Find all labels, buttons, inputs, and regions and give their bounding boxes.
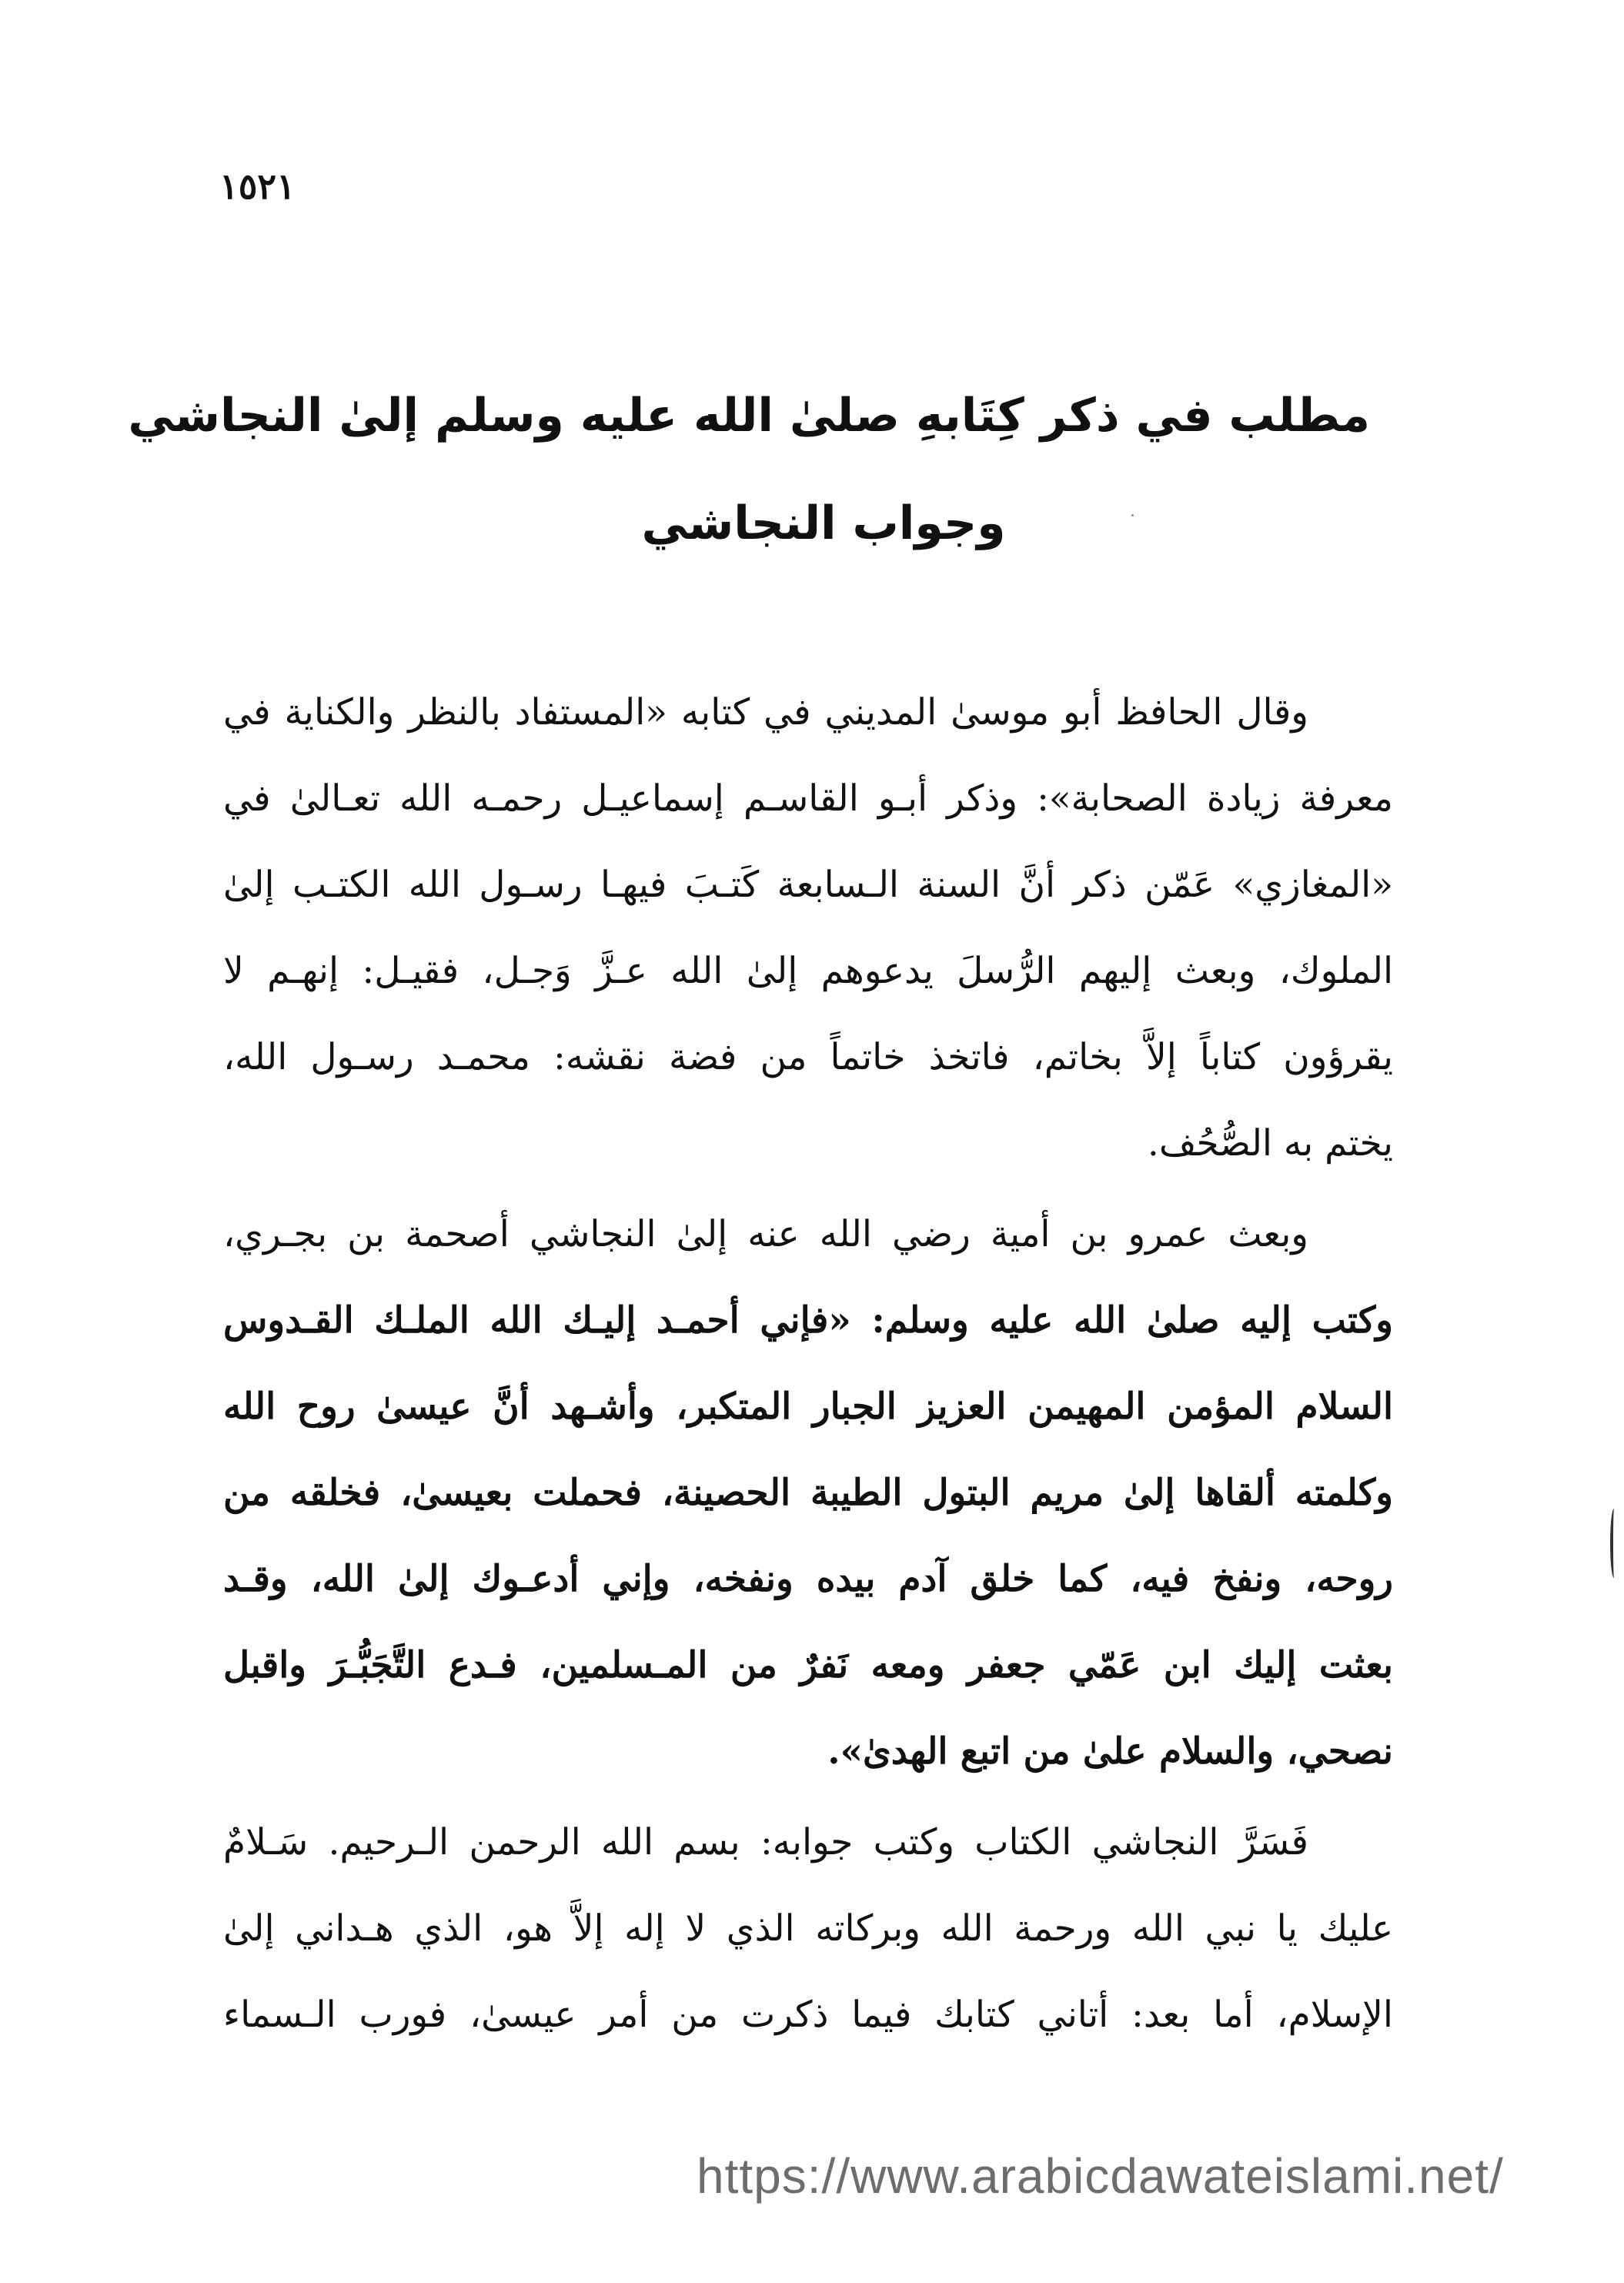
text-line: معرفة زيادة الصحابة»: وذكر أبـو القاسـم إسماعيـل رحمـه الله تعـالىٰ في <box>223 777 1393 820</box>
text-line: السلام المؤمن المهيمن العزيز الجبار المتكبر، وأشـهد أنَّ عيسىٰ روح الله <box>223 1386 1393 1428</box>
section-heading <box>128 362 1370 577</box>
text-line: نصحي، والسلام علىٰ من اتبع الهدىٰ». <box>827 1730 1393 1773</box>
body-text <box>223 670 1393 2063</box>
text-line: الملوك، وبعث إليهم الرُّسلَ يدعوهم إلىٰ الله عـزَّ وَجـل، فقيـل: إنهـم لا <box>223 950 1393 992</box>
scan-edge-mark <box>1610 1509 1618 1578</box>
text-line: وبعث عمرو بن أمية رضي الله عنه إلىٰ النجاشي أصحمة بن بجـري، <box>223 1213 1308 1255</box>
text-line: بعثت إليك ابن عَمّي جعفر ومعه نَفرٌ من المـسلمين، فـدع التَّجَبُّـرَ واقبل <box>223 1644 1393 1686</box>
paragraph-1 <box>223 670 1393 1187</box>
text-line: الإسلام، أما بعد: أتاني كتابك فيما ذكرت من أمر عيسىٰ، فورب الـسماء <box>223 1994 1393 2036</box>
paragraph-3 <box>223 1800 1393 2058</box>
text-line: وكلمته ألقاها إلىٰ مريم البتول الطيبة الحصينة، فحملت بعيسىٰ، فخلقه من <box>223 1472 1393 1514</box>
paragraph-2 <box>223 1192 1393 1795</box>
heading-line-1: مطلب في ذكر كِتَابهِ صلىٰ الله عليه وسلم إلىٰ النجاشي <box>128 389 1370 443</box>
text-line: فَسَرَّ النجاشي الكتاب وكتب جوابه: بسم الله الرحمن الـرحيم. سَـلامٌ <box>223 1821 1308 1864</box>
text-line: يختم به الصُّحُف. <box>1147 1122 1393 1165</box>
text-line: عليك يا نبي الله ورحمة الله وبركاته الذي لا إله إلاَّ هو، الذي هـداني إلىٰ <box>223 1907 1393 1950</box>
watermark-url: https://www.arabicdawateislami.net/ <box>697 2148 1504 2204</box>
text-line: وقال الحافظ أبو موسىٰ المديني في كتابه «المستفاد بالنظر والكناية في <box>223 691 1308 734</box>
text-line: «المغازي» عَمّن ذكر أنَّ السنة الـسابعة كَتـبَ فيهـا رسـول الله الكتـب إلىٰ <box>223 864 1393 906</box>
text-line: وكتب إليه صلىٰ الله عليه وسلم: «فإني أحمـد إليـك الله الملـك القـدوس <box>223 1299 1393 1342</box>
heading-line-2: وجواب النجاشي <box>641 496 1006 550</box>
text-line: يقرؤون كتاباً إلاَّ بخاتم، فاتخذ خاتماً من فضة نقشه: محمـد رسـول الله، <box>223 1036 1393 1078</box>
text-line: روحه، ونفخ فيه، كما خلق آدم بيده ونفخه، وإني أدعـوك إلىٰ الله، وقـد <box>223 1558 1393 1600</box>
page-number: ١٥٢١ <box>219 165 296 207</box>
